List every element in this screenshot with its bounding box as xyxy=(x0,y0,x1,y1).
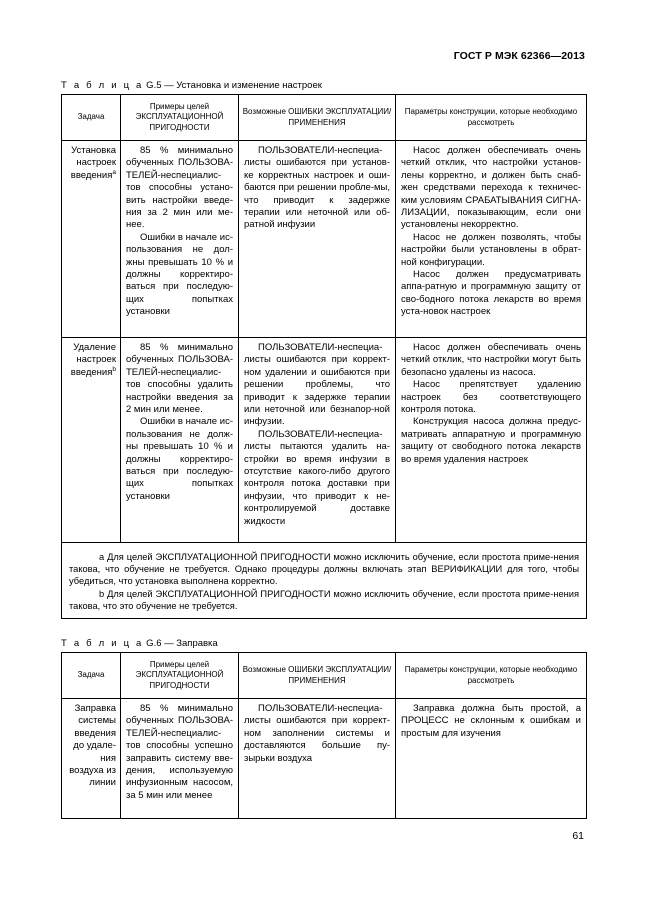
table-header-row xyxy=(62,95,587,141)
design-paragraph: Заправка должна быть простой, а ПРОЦЕСС не склонным к ошибкам и простым для изучения xyxy=(401,703,581,739)
goal-paragraph: 85 % минимально обученных ПОЛЬЗОВА-ТЕЛЕЙ-неспециалис-тов способны успешно заправить систему вве-дения, используемую инфузионным насосом, за 5 мин или менее xyxy=(126,703,233,801)
goal-paragraph: 85 % минимально обученных ПОЛЬЗОВА-ТЕЛЕЙ-неспециалис-тов способны удалить настройки введения за 2 мин или менее. xyxy=(126,342,233,416)
table-row xyxy=(62,338,587,543)
column-header: Возможные ОШИБКИ ЭКСПЛУАТАЦИИ/ ПРИМЕНЕНИЯ xyxy=(239,95,396,141)
table-g5-caption xyxy=(61,80,322,91)
footnote-marker: a xyxy=(112,168,116,176)
task-cell xyxy=(62,699,121,819)
column-header: Параметры конструкции, которые необходимо рассмотреть xyxy=(396,653,587,699)
goals-cell xyxy=(121,141,239,338)
errors-cell xyxy=(239,699,396,819)
task-cell xyxy=(62,338,121,543)
goal-paragraph: Ошибки в начале ис-пользования не долж-ны превышать 10 % и должны корректиро-ваться при последую-щих попытках установки xyxy=(126,416,233,502)
error-paragraph: ПОЛЬЗОВАТЕЛИ-неспециа-листы ошибаются при установ-ке корректных настроек и оши-баются при решении пробле-мы, что приводит к задержке терапии или неточной или об-ратной инфузии xyxy=(244,145,390,231)
footnote-b: b Для целей ЭКСПЛУАТАЦИОННОЙ ПРИГОДНОСТИ можно исключить обучение, если простота приме-нения такова, что это обучение не требуется. xyxy=(69,588,579,611)
table-label: Т а б л и ц а xyxy=(61,638,144,649)
task-text: Удаление настроек введения xyxy=(70,342,116,378)
design-paragraph: Насос препятствует удалению настроек без соответствующего контроля потока. xyxy=(401,379,581,416)
errors-cell xyxy=(239,141,396,338)
error-paragraph: ПОЛЬЗОВАТЕЛИ-неспециа-листы ошибаются при коррект-ном удалении и ошибаются при решении проблемы, что приводит к задержке терапии или неточной или безнапор-ной инфузии. xyxy=(244,342,390,428)
goal-paragraph: Ошибки в начале ис-пользования не дол-жны превышать 10 % и должны корректиро-ваться при последую-щих попытках установки xyxy=(126,231,233,318)
notes-row xyxy=(62,543,587,619)
errors-cell xyxy=(239,338,396,543)
table-row xyxy=(62,699,587,819)
column-header: Задача xyxy=(62,653,121,699)
table-title: G.6 — Заправка xyxy=(143,638,218,649)
notes-cell xyxy=(62,543,587,619)
design-cell xyxy=(396,141,587,338)
page-number: 61 xyxy=(572,830,584,842)
design-paragraph: Насос не должен позволять, чтобы настройки были установлены в обрат-ной конфигурации. xyxy=(401,231,581,268)
task-cell xyxy=(62,141,121,338)
table-g6-caption xyxy=(61,638,218,649)
column-header: Примеры целей ЭКСПЛУАТАЦИОННОЙ ПРИГОДНОСТИ xyxy=(121,95,239,141)
footnote-a: a Для целей ЭКСПЛУАТАЦИОННОЙ ПРИГОДНОСТИ можно исключить обучение, если простота приме-нения такова, что обучение не требуется. Однако процедуры должны включать этап ВЕРИФИКАЦИИ для того, чтобы убедиться, что установка выполнена корректно. xyxy=(69,552,579,587)
column-header: Примеры целей ЭКСПЛУАТАЦИОННОЙ ПРИГОДНОСТИ xyxy=(121,653,239,699)
table-g6 xyxy=(61,652,587,819)
column-header: Возможные ОШИБКИ ЭКСПЛУАТАЦИИ/ ПРИМЕНЕНИЯ xyxy=(239,653,396,699)
table-header-row xyxy=(62,653,587,699)
footnote-marker: b xyxy=(112,365,116,373)
goals-cell xyxy=(121,338,239,543)
design-paragraph: Насос должен предусматривать аппа-ратную и программную защиту от сво-бодного потока лекарств во время уста-новок настроек xyxy=(401,269,581,318)
error-paragraph: ПОЛЬЗОВАТЕЛИ-неспециа-листы ошибаются при коррект-ном заполнении системы и доставляются большие пу-зырьки воздуха xyxy=(244,703,390,764)
task-text: Заправка системы введения до удале-ния воздуха из линии xyxy=(69,703,116,789)
document-header: ГОСТ Р МЭК 62366—2013 xyxy=(453,50,585,62)
table-g5 xyxy=(61,94,587,619)
goals-cell xyxy=(121,699,239,819)
design-cell xyxy=(396,338,587,543)
table-row xyxy=(62,141,587,338)
goal-paragraph: 85 % минимально обученных ПОЛЬЗОВА-ТЕЛЕЙ-неспециалис-тов способны устано-вить настройки введе-ния за 2 мин или ме-нее. xyxy=(126,145,233,231)
task-text: Установка настроек введения xyxy=(70,145,116,181)
table-title: G.5 — Установка и изменение настроек xyxy=(143,80,322,91)
column-header: Задача xyxy=(62,95,121,141)
design-paragraph: Насос должен обеспечивать очень четкий отклик, что настройки могут быть безопасно удалены из насоса. xyxy=(401,342,581,378)
design-cell xyxy=(396,699,587,819)
error-paragraph: ПОЛЬЗОВАТЕЛИ-неспециа-листы пытаются удалить на-стройки во время инфузии в отсутствие какого-либо другого контроля потока доставки при инфузии, что приводит к не-контролируемой доставке жидкости xyxy=(244,428,390,527)
design-paragraph: Конструкция насоса должна предус-матривать аппаратную и программную защиту от свободного потока лекарств во время удаления настроек xyxy=(401,416,581,465)
table-label: Т а б л и ц а xyxy=(61,80,144,91)
design-paragraph: Насос должен обеспечивать очень четкий отклик, что настройки установ-лены корректно, и должен быть снаб-жен средствами перехода к техничес-ким условиям СРАБАТЫВАНИЯ СИГНА-ЛИЗАЦИИ, показывающим, если они установлены некорректно. xyxy=(401,145,581,231)
column-header: Параметры конструкции, которые необходимо рассмотреть xyxy=(396,95,587,141)
